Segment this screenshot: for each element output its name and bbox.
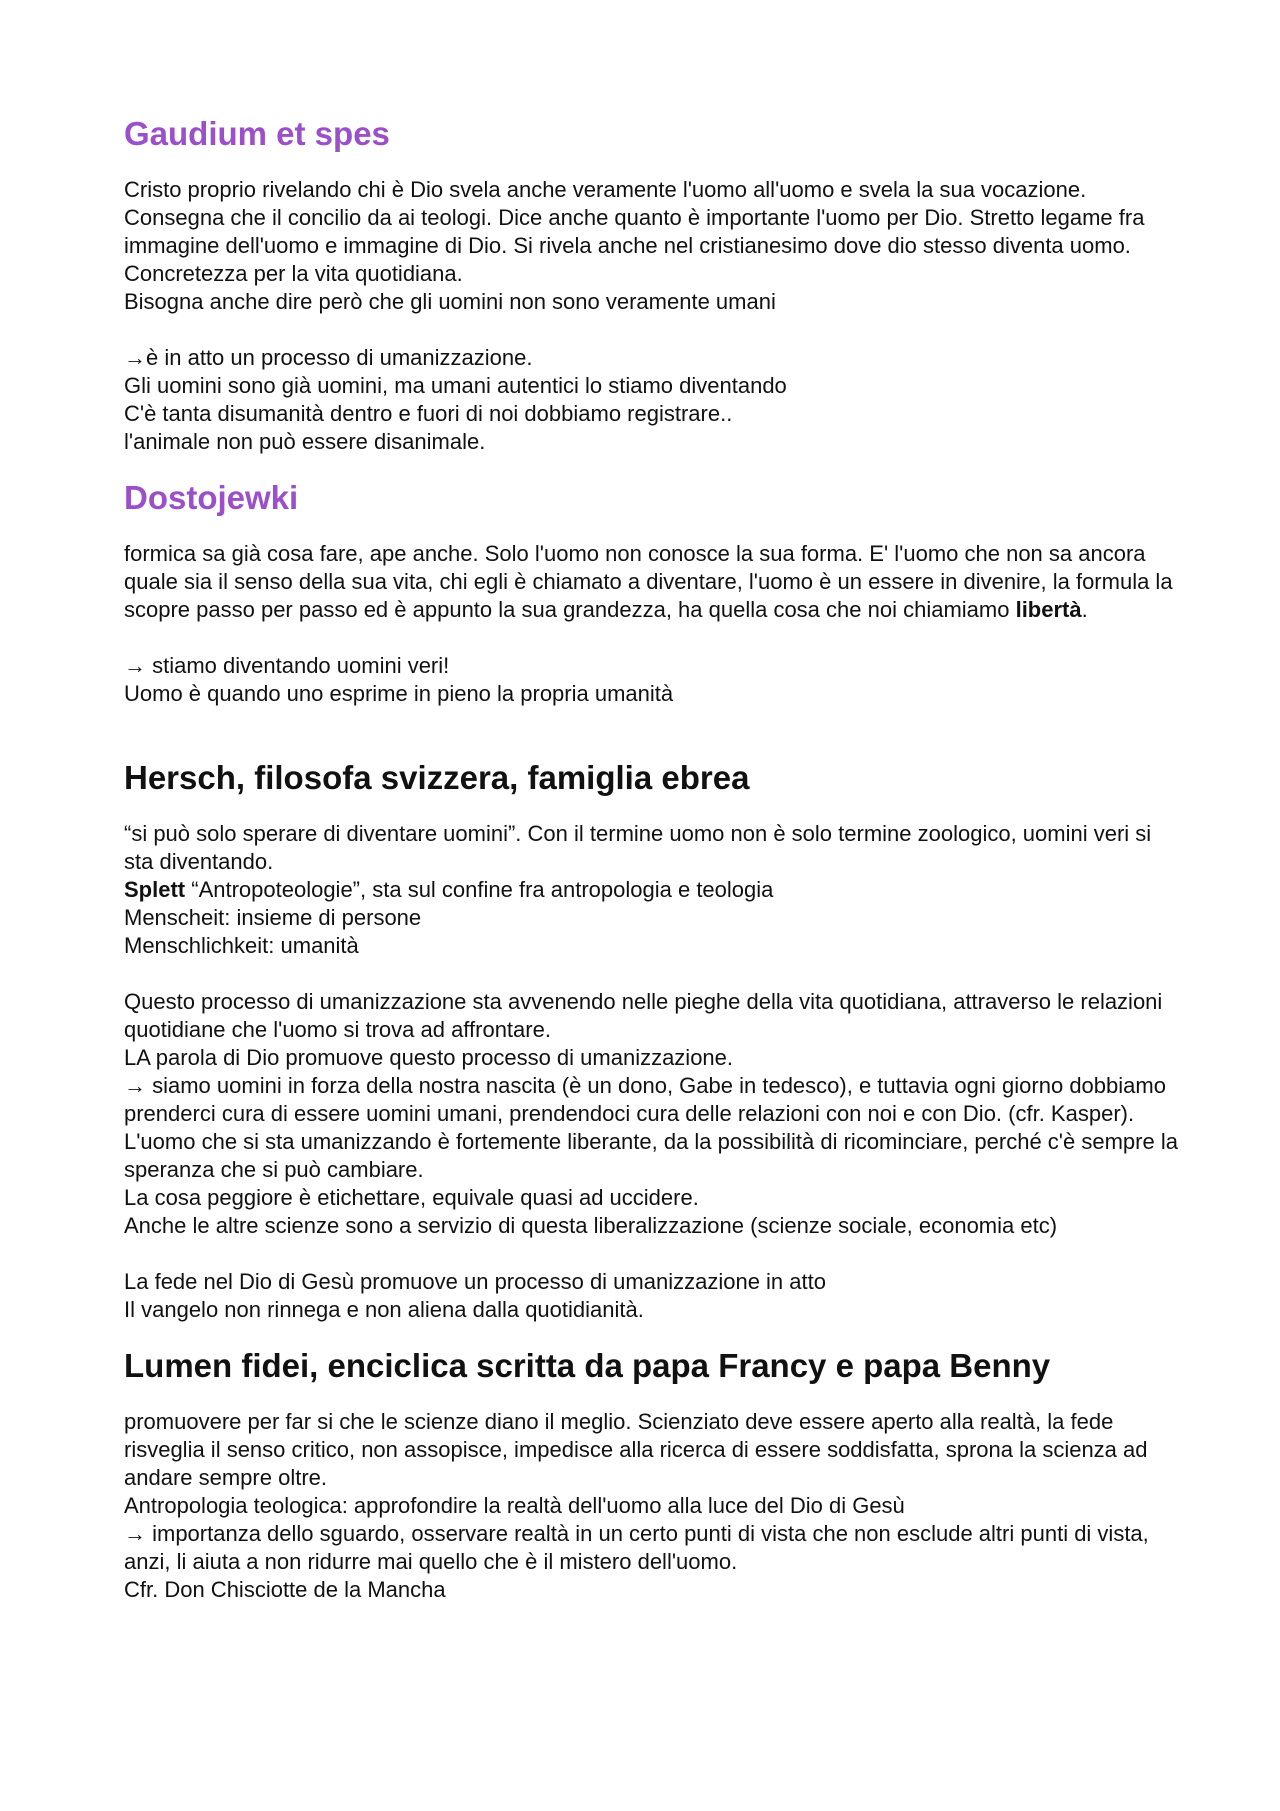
- paragraph: → siamo uomini in forza della nostra nascita (è un dono, Gabe in tedesco), e tuttavia ogni giorno dobbiamo prenderci cura di essere uomini umani, prendendoci cura delle relazioni con noi e con Dio. (cfr. Kasper). L'uomo che si sta umanizzando è fortemente liberante, da la possibilità di ricominciare, perché c'è sempre la speranza che si può cambiare.: [124, 1073, 1178, 1182]
- paragraph: Bisogna anche dire però che gli uomini non sono veramente umani: [124, 289, 776, 314]
- paragraph: Menschlichkeit: umanità: [124, 933, 359, 958]
- paragraph: Menscheit: insieme di persone: [124, 905, 422, 930]
- paragraph: [124, 540, 1184, 624]
- paragraph: La fede nel Dio di Gesù promuove un processo di umanizzazione in atto: [124, 1269, 826, 1294]
- section-heading-hersch: Hersch, filosofa svizzera, famiglia ebrea: [124, 759, 750, 796]
- paragraph: →è in atto un processo di umanizzazione.: [124, 345, 533, 370]
- text-run: “Antropoteologie”, sta sul confine fra antropologia e teologia: [185, 877, 774, 902]
- paragraph: “si può solo sperare di diventare uomini”. Con il termine uomo non è solo termine zoologico, uomini veri si sta diventando.: [124, 821, 1152, 874]
- paragraph: → stiamo diventando uomini veri!: [124, 653, 450, 678]
- paragraph: l'animale non può essere disanimale.: [124, 429, 486, 454]
- text-run: formica sa già cosa fare, ape anche. Solo l'uomo non conosce la sua forma. E' l'uomo che non sa ancora quale sia il senso della sua vita, chi egli è chiamato a diventare, l'uomo è un essere in divenire, la formula la scopre passo per passo ed è appunto la sua grandezza, ha quella cosa che noi chiamiamo: [124, 541, 1173, 622]
- section-heading-gaudium: Gaudium et spes: [124, 115, 390, 152]
- text-run: .: [1081, 597, 1088, 622]
- bold-term: libertà: [1015, 597, 1082, 622]
- document-page: [124, 115, 1184, 1604]
- bold-term: Splett: [124, 877, 186, 902]
- paragraph: Cristo proprio rivelando chi è Dio svela anche veramente l'uomo all'uomo e svela la sua vocazione. Consegna che il concilio da ai teologi. Dice anche quanto è importante l'uomo per Dio. Stretto legame fra immagine dell'uomo e immagine di Dio. Si rivela anche nel cristianesimo dove dio stesso diventa uomo. Concretezza per la vita quotidiana.: [124, 177, 1145, 286]
- paragraph: C'è tanta disumanità dentro e fuori di noi dobbiamo registrare..: [124, 401, 733, 426]
- paragraph: Gli uomini sono già uomini, ma umani autentici lo stiamo diventando: [124, 373, 787, 398]
- section-heading-lumen-fidei: Lumen fidei, enciclica scritta da papa Francy e papa Benny: [124, 1347, 1051, 1384]
- paragraph: Il vangelo non rinnega e non aliena dalla quotidianità.: [124, 1297, 644, 1322]
- paragraph: [124, 876, 1184, 904]
- paragraph: Antropologia teologica: approfondire la realtà dell'uomo alla luce del Dio di Gesù: [124, 1493, 905, 1518]
- section-heading-dostojewki: Dostojewki: [124, 479, 299, 516]
- paragraph: LA parola di Dio promuove questo processo di umanizzazione.: [124, 1045, 734, 1070]
- paragraph: Questo processo di umanizzazione sta avvenendo nelle pieghe della vita quotidiana, attraverso le relazioni quotidiane che l'uomo si trova ad affrontare.: [124, 989, 1163, 1042]
- paragraph: La cosa peggiore è etichettare, equivale quasi ad uccidere.: [124, 1185, 699, 1210]
- paragraph: → importanza dello sguardo, osservare realtà in un certo punti di vista che non esclude altri punti di vista, anzi, li aiuta a non ridurre mai quello che è il mistero dell'uomo.: [124, 1521, 1149, 1574]
- paragraph: Anche le altre scienze sono a servizio di questa liberalizzazione (scienze sociale, economia etc): [124, 1213, 1058, 1238]
- paragraph: Cfr. Don Chisciotte de la Mancha: [124, 1577, 446, 1602]
- paragraph: promuovere per far si che le scienze diano il meglio. Scienziato deve essere aperto alla realtà, la fede risveglia il senso critico, non assopisce, impedisce alla ricerca di essere soddisfatta, sprona la scienza ad andare sempre oltre.: [124, 1409, 1148, 1490]
- paragraph: Uomo è quando uno esprime in pieno la propria umanità: [124, 681, 674, 706]
